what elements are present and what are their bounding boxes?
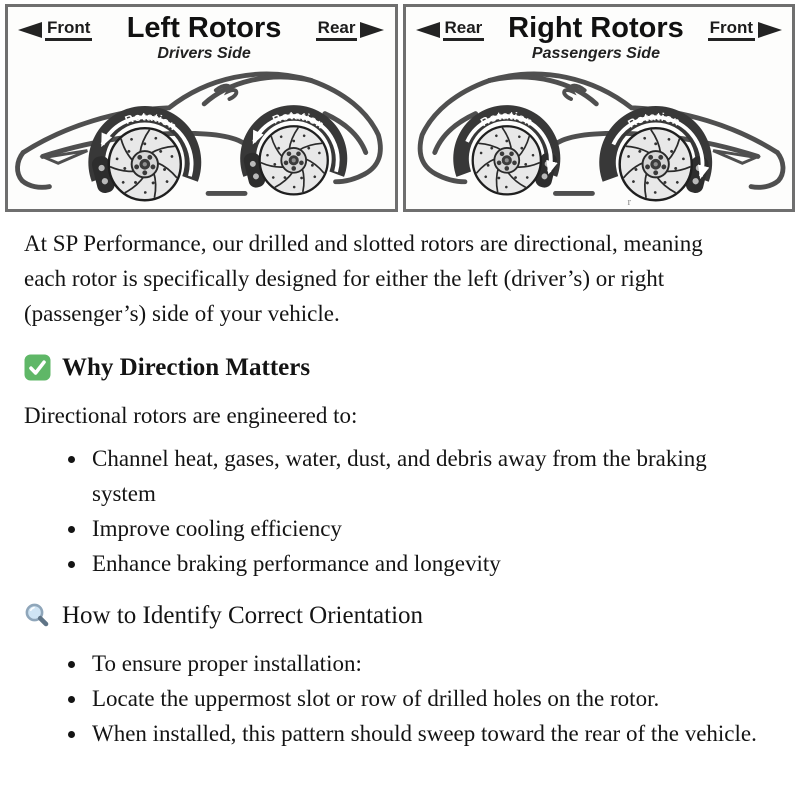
list-item: • To ensure proper installation: bbox=[88, 646, 776, 681]
list-item: • Improve cooling efficiency bbox=[88, 511, 776, 546]
rear-direction-label bbox=[416, 19, 485, 41]
panel-subtitle: Drivers Side bbox=[157, 45, 251, 62]
list-item: • Locate the uppermost slot or row of drilled holes on the rotor. bbox=[88, 681, 776, 716]
left-panel-titles bbox=[127, 14, 282, 63]
direction-label-text: Rear bbox=[443, 19, 485, 41]
front-direction-label bbox=[18, 19, 92, 41]
magnifier-icon bbox=[24, 602, 51, 629]
direction-label-text: Rear bbox=[316, 19, 358, 41]
panel-subtitle: Passengers Side bbox=[531, 45, 660, 62]
list-item: • Channel heat, gases, water, dust, and debris away from the braking system bbox=[88, 441, 776, 511]
article-body bbox=[0, 212, 800, 751]
check-icon bbox=[24, 354, 51, 381]
rotor-direction-diagram bbox=[0, 0, 800, 212]
rotation-label: Rotation bbox=[271, 110, 327, 133]
panel-title: Left Rotors bbox=[126, 12, 282, 44]
left-rotors-panel bbox=[5, 4, 398, 212]
direction-label-text: Front bbox=[708, 19, 755, 41]
lead-paragraph: Directional rotors are engineered to: bbox=[24, 403, 358, 428]
arrow-right-icon bbox=[758, 22, 782, 38]
list-item: • Enhance braking performance and longevity bbox=[88, 546, 776, 581]
arrow-right-icon bbox=[360, 22, 384, 38]
orientation-steps-list bbox=[24, 646, 776, 751]
list-item: • When installed, this pattern should sweep toward the rear of the vehicle. bbox=[88, 716, 776, 751]
direction-label-text: Front bbox=[45, 19, 92, 41]
left-panel-header bbox=[8, 7, 395, 63]
arrow-left-icon bbox=[416, 22, 440, 38]
rotation-label: Rotation bbox=[478, 110, 535, 130]
section-title-text: How to Identify Correct Orientation bbox=[62, 602, 424, 629]
right-rotors-panel bbox=[403, 4, 796, 212]
intro-paragraph: At SP Performance, our drilled and slotted rotors are directional, meaning each rotor is specifically designed for either the left (driver’s) or right (passenger’s) side of your vehicle. bbox=[24, 231, 703, 326]
rotation-label: Rotation bbox=[625, 111, 682, 131]
arrow-left-icon bbox=[18, 22, 42, 38]
section-title-why-direction-matters bbox=[24, 350, 776, 385]
front-direction-label bbox=[708, 19, 782, 41]
car-illustration-left bbox=[8, 63, 395, 209]
rear-direction-label bbox=[316, 19, 385, 41]
panel-title: Right Rotors bbox=[508, 12, 684, 44]
right-panel-header bbox=[406, 7, 793, 63]
car-illustration-right bbox=[406, 63, 793, 209]
section-title-text: Why Direction Matters bbox=[62, 354, 311, 381]
section-title-identify-orientation bbox=[24, 598, 776, 633]
scan-artifact-mark: r bbox=[626, 196, 631, 209]
benefits-list bbox=[24, 441, 776, 581]
right-panel-titles bbox=[508, 14, 684, 63]
rotation-label: Rotation bbox=[123, 111, 180, 134]
